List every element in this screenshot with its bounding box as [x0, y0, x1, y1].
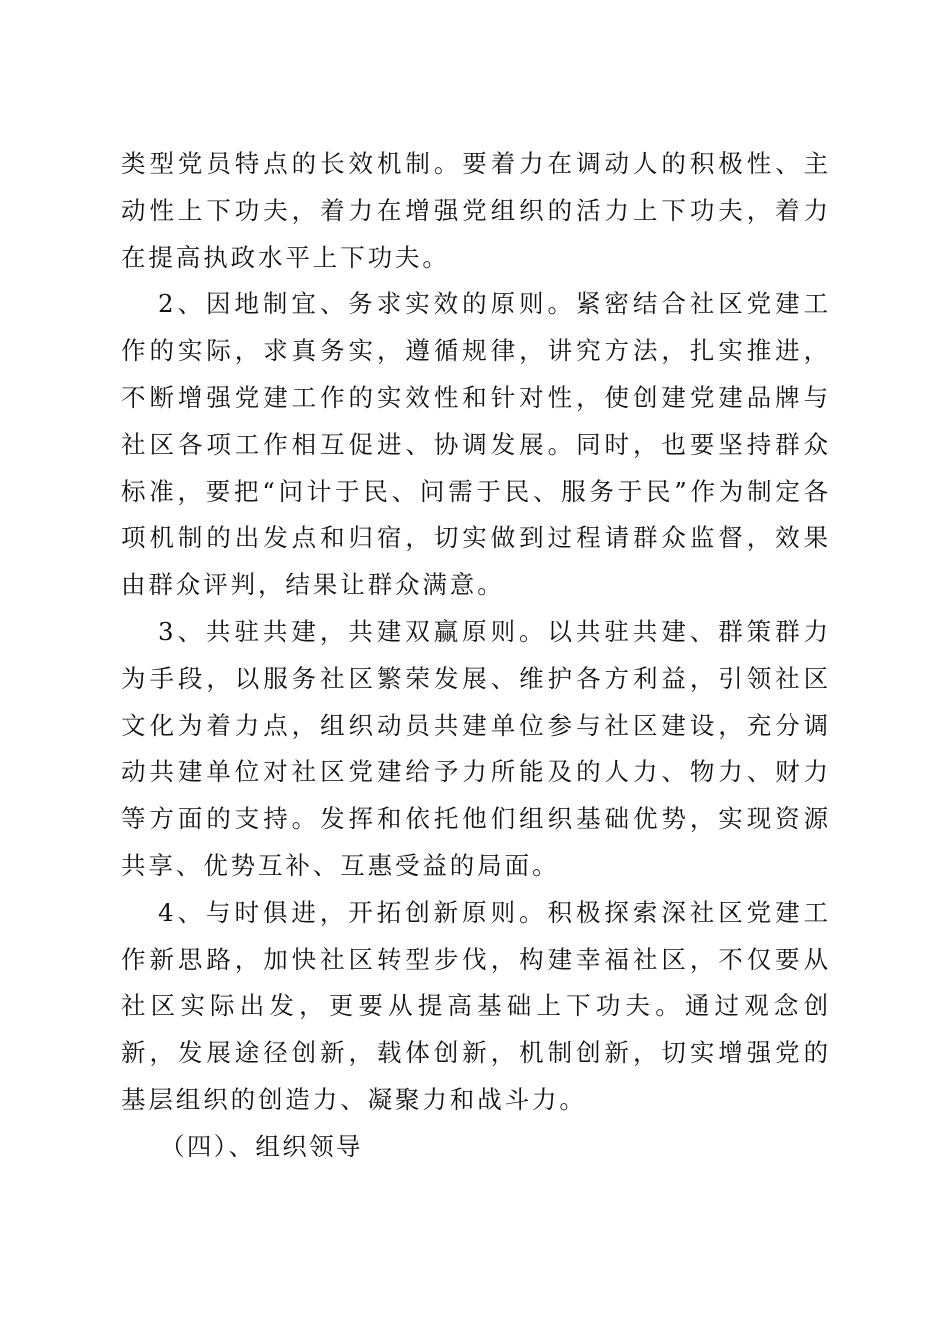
paragraph-principle-4: 4、与时俱进，开拓创新原则。积极探索深社区党建工作新思路，加快社区转型步伐，构建幸福社区，不仅要从社区实际出发，更要从提高基础上下功夫。通过观念创新，发展途径创新，载体创新，机制创新，切实增强党的基层组织的创造力、凝聚力和战斗力。	[121, 897, 831, 1114]
paragraph-principle-3: 3、共驻共建，共建双赢原则。以共驻共建、群策群力为手段，以服务社区繁荣发展、维护各方利益，引领社区文化为着力点，组织动员共建单位参与社区建设，充分调动共建单位对社区党建给予力所能及的人力、物力、财力等方面的支持。发挥和依托他们组织基础优势，实现资源共享、优势互补、互惠受益的局面。	[121, 616, 831, 880]
section-heading: （四）、组织领导	[160, 1131, 363, 1161]
paragraph-principle-2: 2、因地制宜、务求实效的原则。紧密结合社区党建工作的实际，求真务实，遵循规律，讲究方法，扎实推进，不断增强党建工作的实效性和针对性，使创建党建品牌与社区各项工作相互促进、协调发展。同时，也要坚持群众标准，要把“问计于民、问需于民、服务于民”作为制定各项机制的出发点和归宿，切实做到过程请群众监督，效果由群众评判，结果让群众满意。	[121, 289, 831, 600]
document-body	[121, 141, 831, 1171]
paragraph-continuation: 类型党员特点的长效机制。要着力在调动人的积极性、主动性上下功夫，着力在增强党组织的活力上下功夫，着力在提高执政水平上下功夫。	[121, 149, 831, 272]
